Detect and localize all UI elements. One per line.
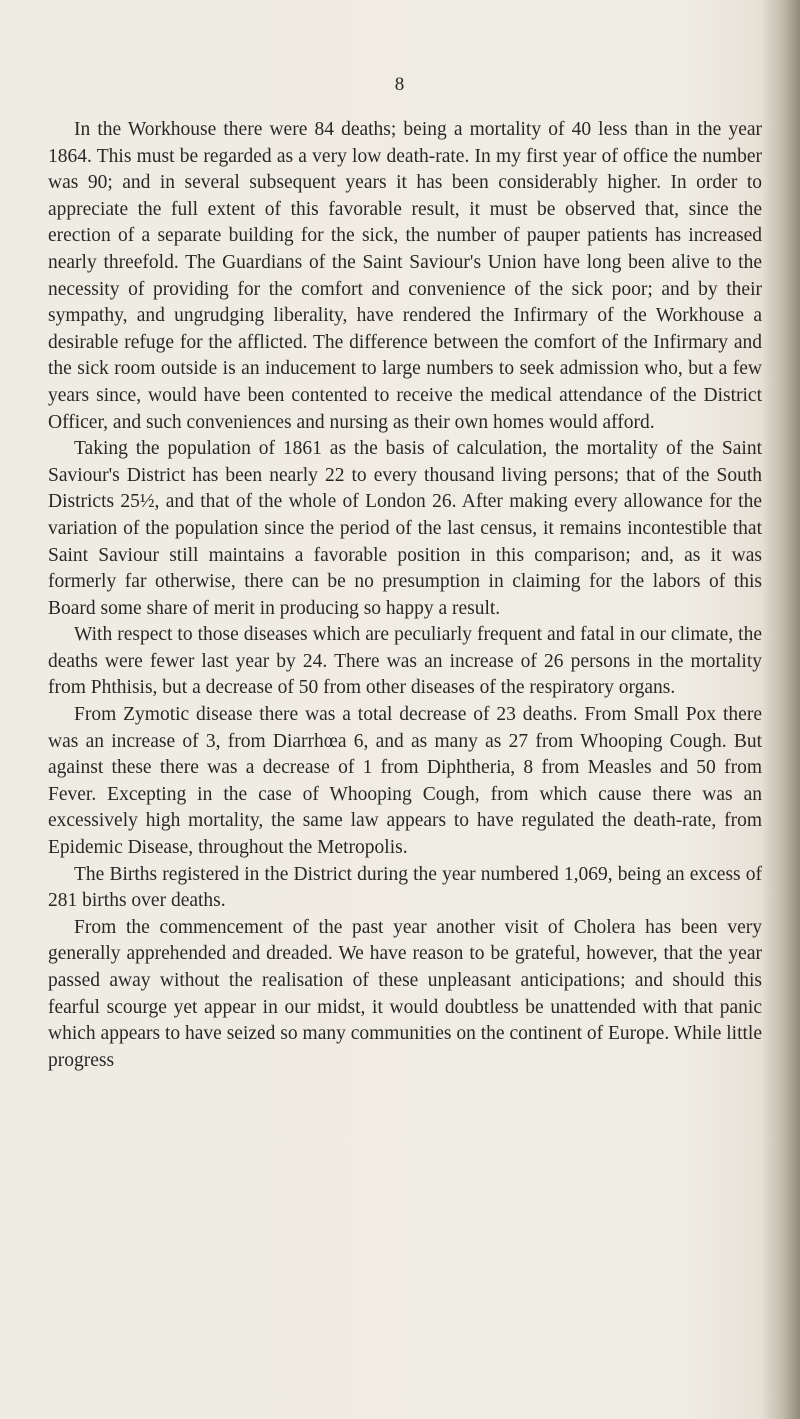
- paragraph-births: The Births registered in the District during the year numbered 1,069, being an excess of 281 births over deaths.: [48, 863, 762, 912]
- body-text: [48, 117, 762, 1074]
- page-number: 8: [394, 74, 406, 95]
- paragraph-zymotic-disease: From Zymotic disease there was a total decrease of 23 deaths. From Small Pox there was an increase of 3, from Diarrhœa 6, and as many as 27 from Whooping Cough. But against these there was a decrease of 1 from Diphtheria, 8 from Measles and 50 from Fever. Excepting in the case of Whooping Cough, from which cause there was an excessively high mortality, the same law appears to have regulated the death-rate, from Epidemic Disease, throughout the Metropolis.: [48, 704, 762, 859]
- paragraph-respiratory-diseases: With respect to those diseases which are peculiarly frequent and fatal in our climate, the deaths were fewer last year by 24. There was an increase of 26 persons in the mortality from Phthisis, but a decrease of 50 from other diseases of the respiratory organs.: [48, 624, 762, 699]
- paragraph-workhouse-mortality: In the Workhouse there were 84 deaths; being a mortality of 40 less than in the year 1864. This must be regarded as a very low death-rate. In my first year of office the number was 90; and in several subsequent years it has been considerably higher. In order to appreciate the full extent of this favorable result, it must be observed that, since the erection of a separate building for the sick, the number of pauper patients has increased nearly threefold. The Guardians of the Saint Saviour's Union have long been alive to the necessity of providing for the comfort and convenience of the sick poor; and by their sympathy, and ungrudging liberality, have rendered the Infirmary of the Workhouse a desirable refuge for the afflicted. The difference between the comfort of the Infirmary and the sick room outside is an inducement to large numbers to seek admission who, but a few years since, would have been contented to receive the medical attendance of the District Officer, and such conveniences and nursing as their own homes would afford.: [48, 119, 762, 433]
- paragraph-district-mortality: Taking the population of 1861 as the basis of calculation, the mortality of the Saint Saviour's District has been nearly 22 to every thousand living persons; that of the South Districts 25½, and that of the whole of London 26. After making every allowance for the variation of the population since the period of the last census, it remains incontestible that Saint Saviour still maintains a favorable position in this comparison; and, as it was formerly far otherwise, there can be no presumption in claiming for the labors of this Board some share of merit in producing so happy a result.: [48, 438, 762, 619]
- page-gutter-shadow: [762, 0, 800, 1419]
- paragraph-cholera: From the commencement of the past year another visit of Cholera has been very generally apprehended and dreaded. We have reason to be grateful, however, that the year passed away without the realisation of these unpleasant anticipations; and should this fearful scourge yet appear in our midst, it would doubtless be unattended with that panic which appears to have seized so many communities on the continent of Europe. While little progress: [48, 916, 762, 1071]
